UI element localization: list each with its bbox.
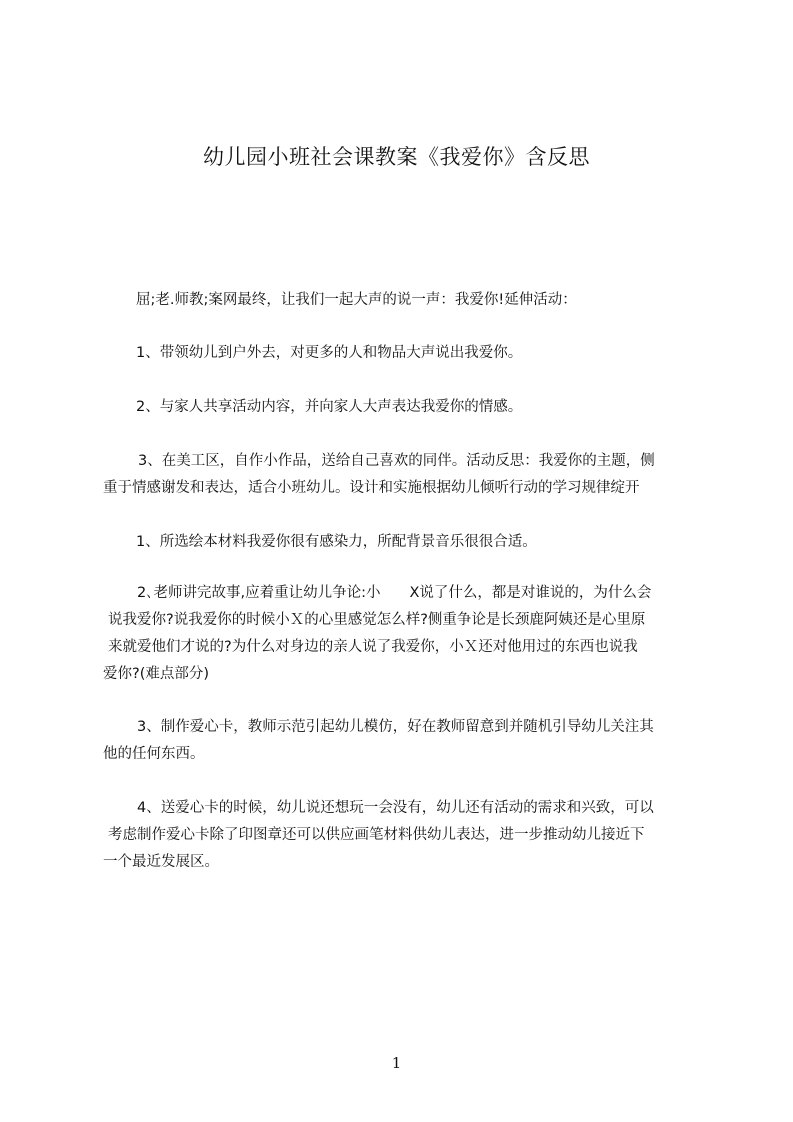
paragraph-reflection-4 <box>103 795 713 876</box>
paragraph-line: 考虑制作爱心卡除了印图章还可以供应画笔材料供幼儿表达，进一步推动幼儿接近下 <box>108 827 645 843</box>
paragraph-line: 3、在美工区，自作小作品，送给自己喜欢的同伴。活动反思：我爱你的主题，侧 <box>138 453 655 469</box>
document-title: 幼儿园小班社会课教案《我爱你》含反思 <box>203 145 590 169</box>
paragraph-line: 2、与家人共享活动内容，并向家人大声表达我爱你的情感。 <box>136 399 523 415</box>
paragraph-line: 他的任何东西。 <box>103 746 205 762</box>
paragraph-line: 2､老师讲完故事,应着重让幼儿争论:小 X说了什么，都是对谁说的，为什么会 <box>137 585 652 601</box>
paragraph-line: 4、送爱心卡的时候，幼儿说还想玩一会没有，幼儿还有活动的需求和兴致，可以 <box>137 800 654 816</box>
paragraph-reflection-2 <box>103 580 713 688</box>
paragraph-extension-3 <box>103 448 713 502</box>
paragraph-line: 重于情感谢发和表达，适合小班幼儿。设计和实施根据幼儿倾听行动的学习规律绽开 <box>103 480 640 496</box>
paragraph-line: 1、带领幼儿到户外去，对更多的人和物品大声说出我爱你。 <box>136 345 523 361</box>
paragraph-line: 说我爱你?说我爱你的时候小Ｘ的心里感觉怎么样?侧重争论是长颈鹿阿姨还是心里原 <box>108 612 646 628</box>
paragraph-line: 屈;老.师教;案网最终，让我们一起大声的说一声：我爱你!延伸活动： <box>136 292 577 308</box>
paragraph-line: 来就爱他们才说的?为什么对身边的亲人说了我爱你，小Ｘ还对他用过的东西也说我 <box>108 639 638 655</box>
paragraph-reflection-3 <box>103 714 713 768</box>
paragraph-line: 1、所选绘本材料我爱你很有感染力，所配背景音乐很很合适。 <box>136 534 537 550</box>
paragraph-extension-2 <box>103 394 713 421</box>
paragraph-line: 一个最近发展区。 <box>103 854 219 870</box>
page-number: 1 <box>391 1054 402 1072</box>
paragraph-line: 3、制作爱心卡，教师示范引起幼儿模仿，好在教师留意到并随机引导幼儿关注其 <box>137 719 654 735</box>
paragraph-line: 爱你?(难点部分) <box>103 666 210 682</box>
paragraph-intro <box>103 287 713 314</box>
paragraph-reflection-1 <box>103 529 713 556</box>
paragraph-extension-1 <box>103 340 713 367</box>
